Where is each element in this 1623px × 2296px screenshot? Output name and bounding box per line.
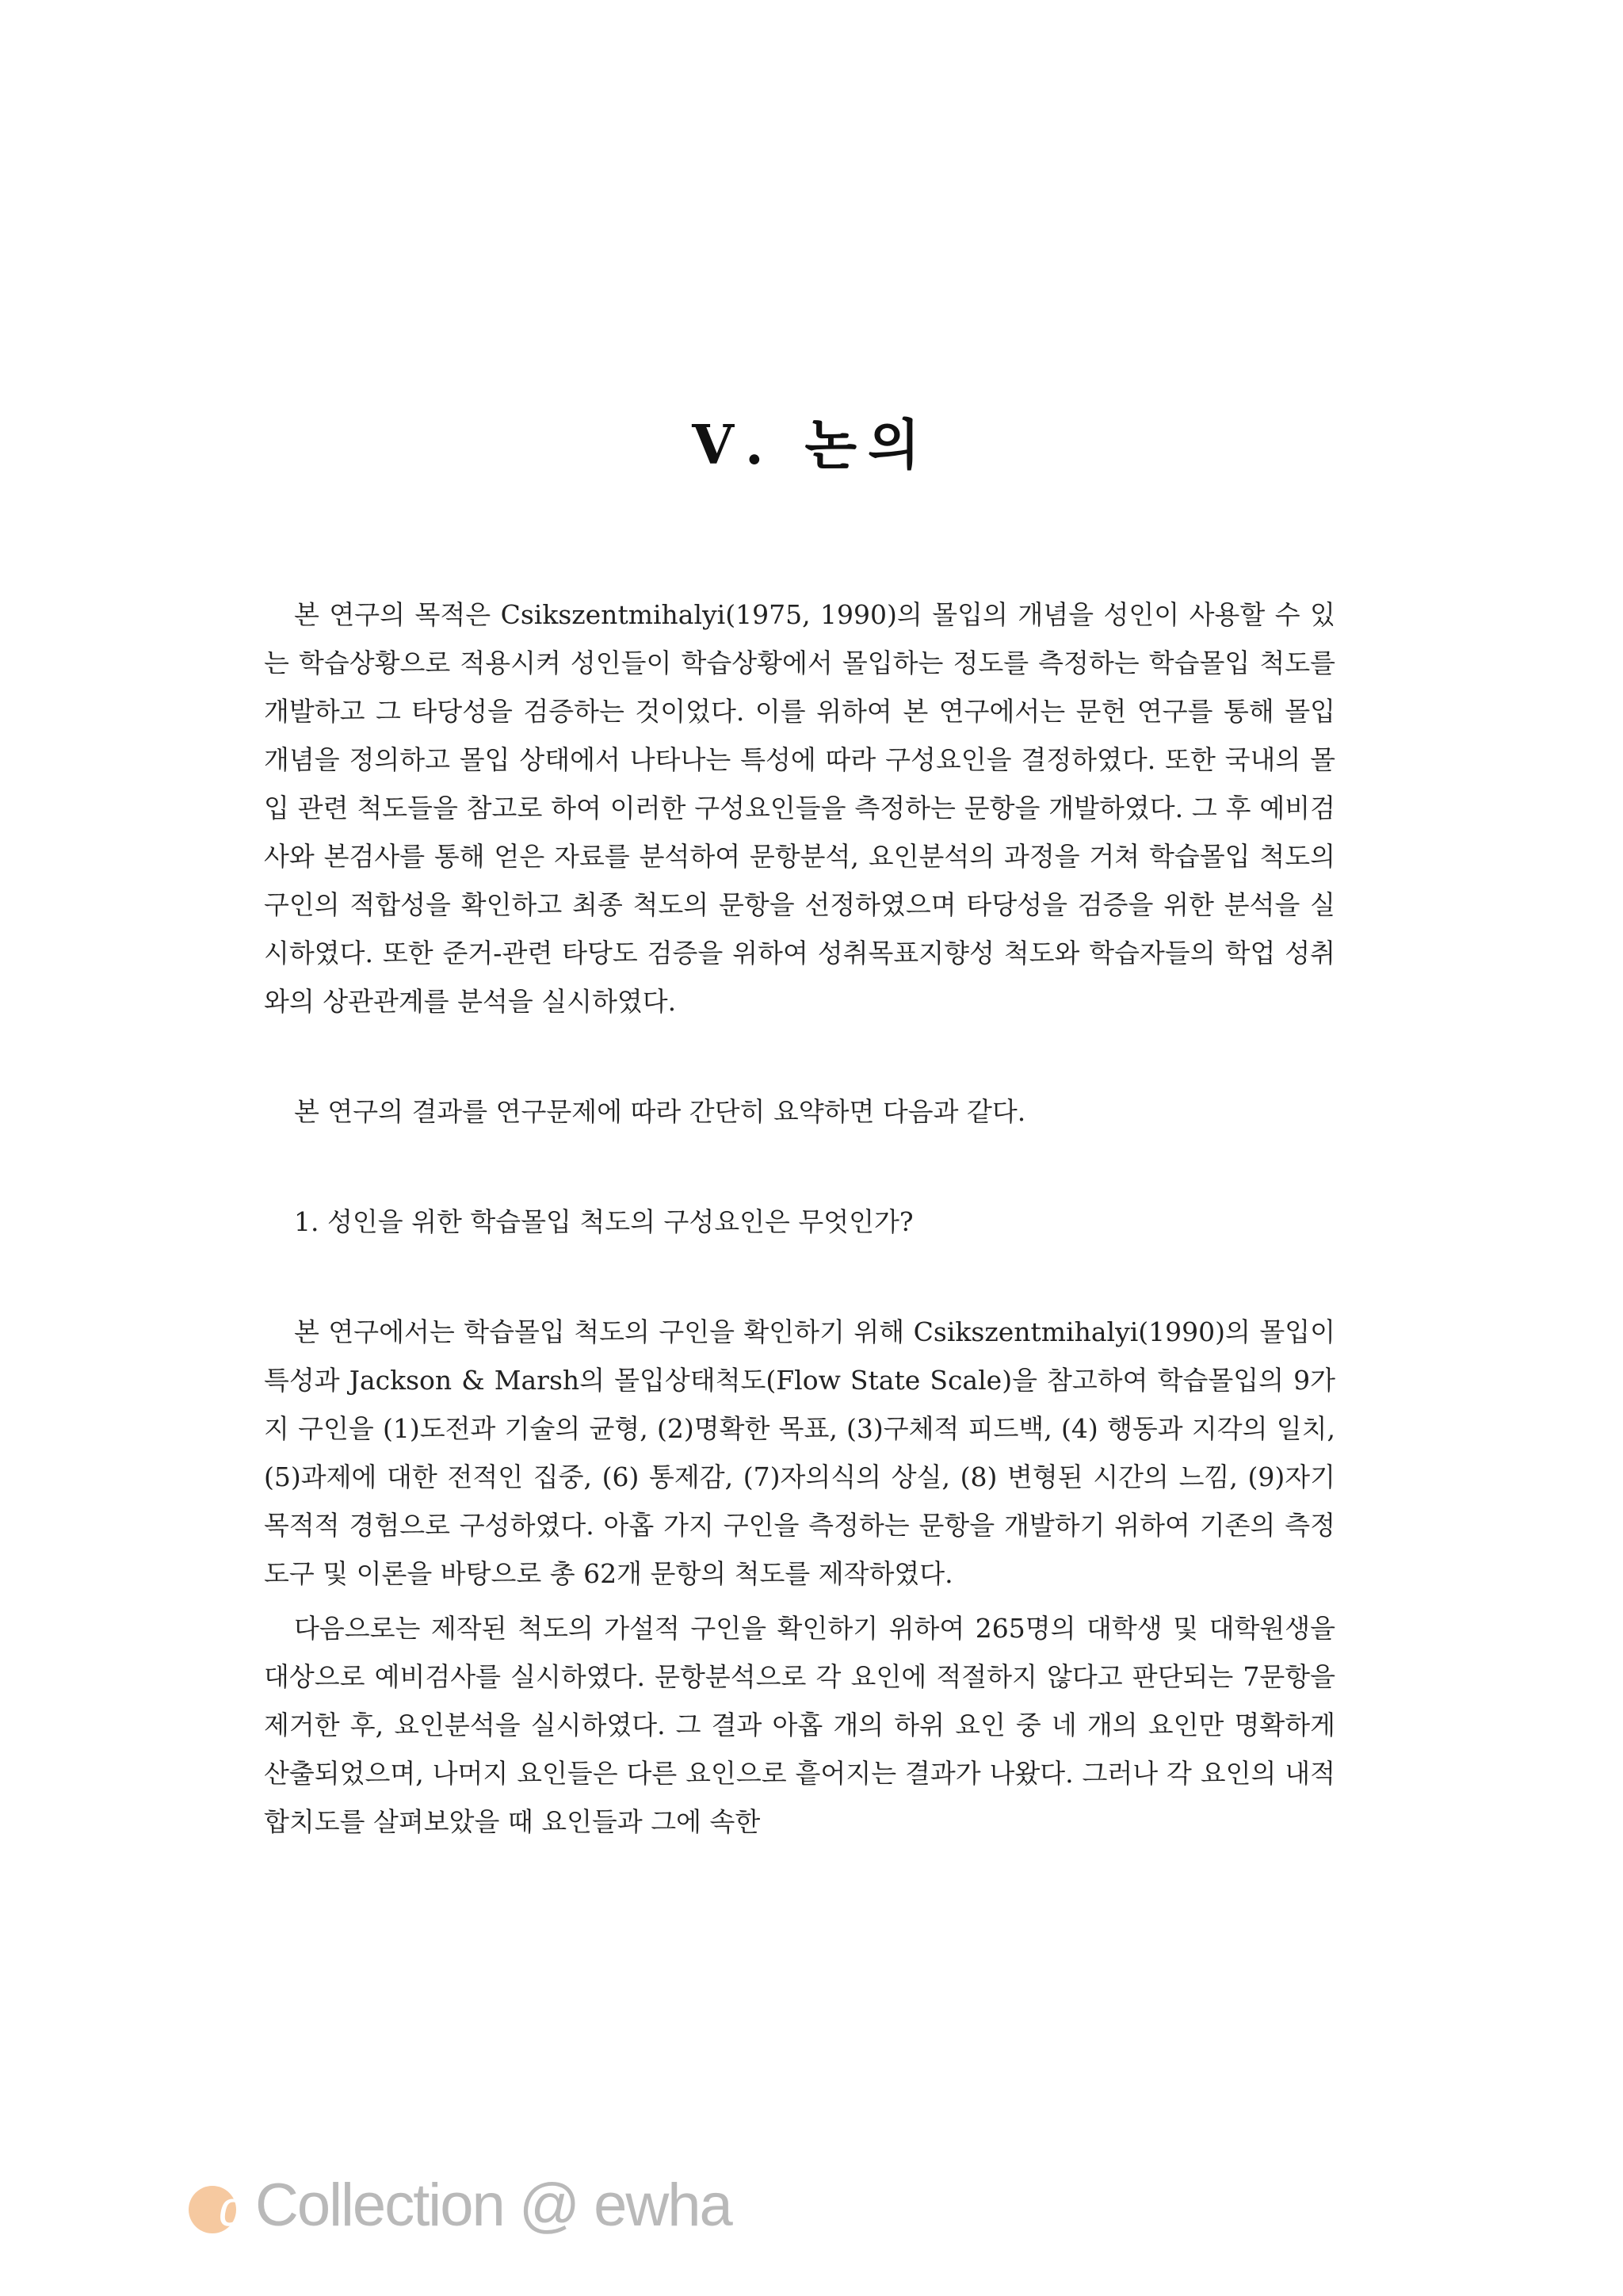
paragraph-summary-lead: 본 연구의 결과를 연구문제에 따라 간단히 요약하면 다음과 같다. (294, 1096, 1026, 1127)
watermark-text: Collection @ ewha (255, 2172, 731, 2239)
paragraph-constructs: 본 연구에서는 학습몰입 척도의 구인을 확인하기 위해 Csikszentmihalyi(1990)의 몰입이 특성과 Jackson & Marsh의 몰입상태척도(Flow State Scale)을 참고하여 학습몰입의 9가지 구인을 (1)도전과 기술의 균형, (2)명확한 목표, (3)구체적 피드백, (4) 행동과 지각의 일치, (5)과제에 대한 전적인 집중, (6) 통제감, (7)자의식의 상실, (8) 변형된 시간의 느낌, (9)자기목적적 경험으로 구성하였다. 아홉 가지 구인을 측정하는 문항을 개발하기 위하여 기존의 측정도구 및 이론을 바탕으로 총 62개 문항의 척도를 제작하였다. (264, 1316, 1335, 1589)
body-text (264, 590, 1335, 1846)
page-title: Ⅴ. 논의 (692, 414, 931, 477)
dcollection-watermark (181, 2168, 731, 2243)
dcollection-logo-icon (181, 2170, 252, 2241)
paragraph-intro: 본 연구의 목적은 Csikszentmihalyi(1975, 1990)의 몰입의 개념을 성인이 사용할 수 있는 학습상황으로 적용시켜 성인들이 학습상황에서 몰입하는 정도를 측정하는 학습몰입 척도를 개발하고 그 타당성을 검증하는 것이었다. 이를 위하여 본 연구에서는 문헌 연구를 통해 몰입 개념을 정의하고 몰입 상태에서 나타나는 특성에 따라 구성요인을 결정하였다. 또한 국내의 몰입 관련 척도들을 참고로 하여 이러한 구성요인들을 측정하는 문항을 개발하였다. 그 후 예비검사와 본검사를 통해 얻은 자료를 분석하여 문항분석, 요인분석의 과정을 거쳐 학습몰입 척도의 구인의 적합성을 확인하고 최종 척도의 문항을 선정하였으며 타당성을 검증을 위한 분석을 실시하였다. 또한 준거-관련 타당도 검증을 위하여 성취목표지향성 척도와 학습자들의 학업 성취와의 상관관계를 분석을 실시하였다. (264, 599, 1335, 1017)
research-question-1: 1. 성인을 위한 학습몰입 척도의 구성요인은 무엇인가? (294, 1206, 914, 1237)
paragraph-pilot-test: 다음으로는 제작된 척도의 가설적 구인을 확인하기 위하여 265명의 대학생 및 대학원생을 대상으로 예비검사를 실시하였다. 문항분석으로 각 요인에 적절하지 않다고 판단되는 7문항을 제거한 후, 요인분석을 실시하였다. 그 결과 아홉 개의 하위 요인 중 네 개의 요인만 명확하게 산출되었으며, 나머지 요인들은 다른 요인으로 흩어지는 결과가 나왔다. 그러나 각 요인의 내적합치도를 살펴보았을 때 요인들과 그에 속한 (264, 1613, 1335, 1837)
logo-letter: d (219, 2181, 246, 2237)
